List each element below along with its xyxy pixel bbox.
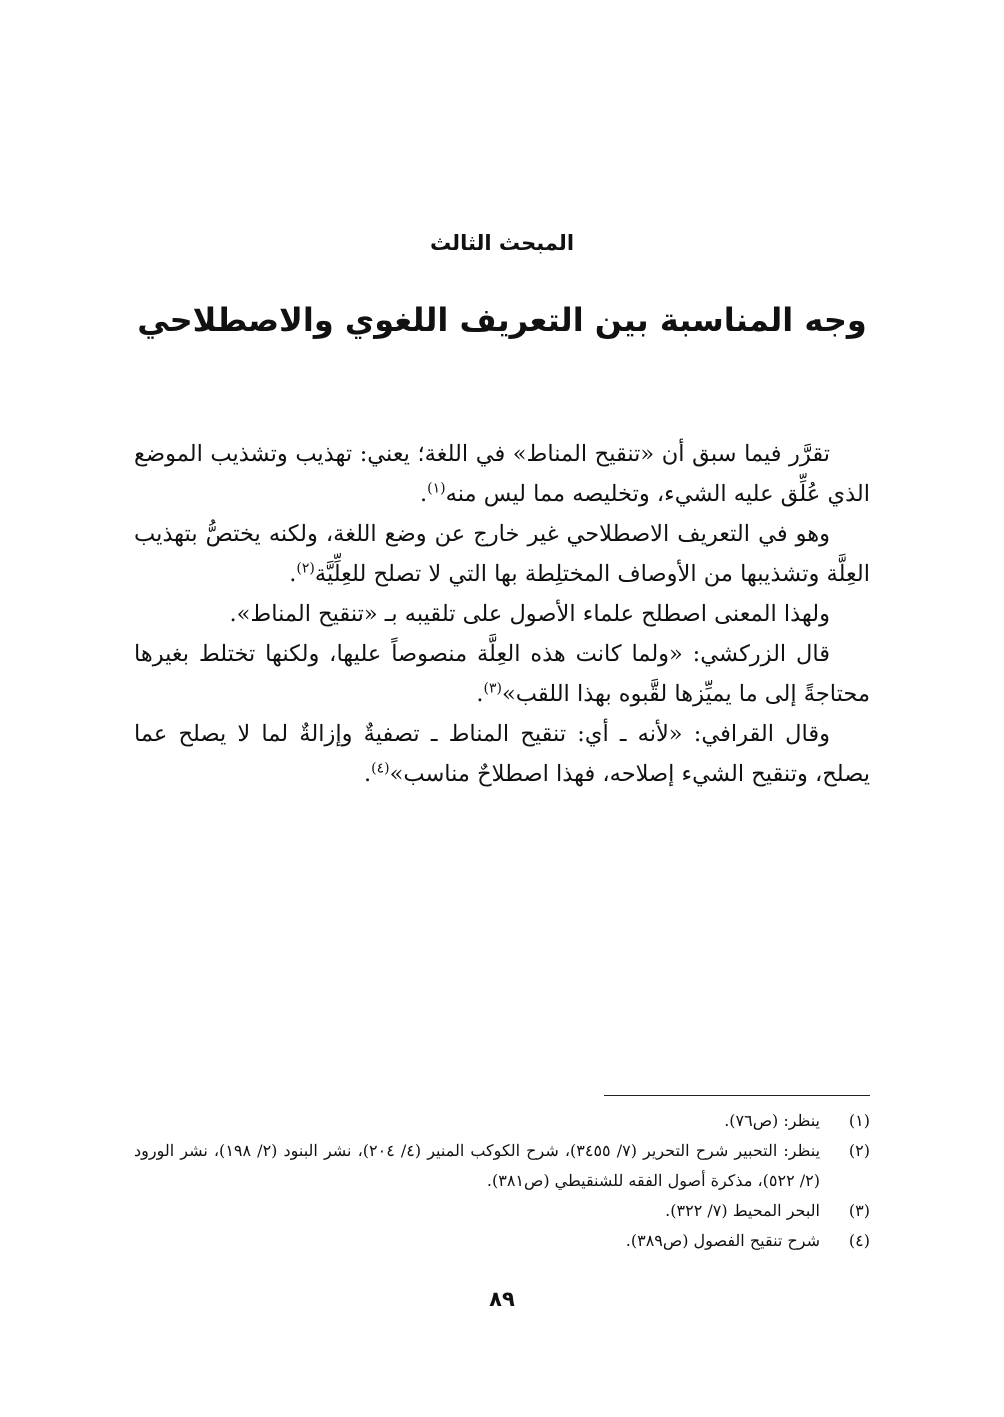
footnote-number: (١): [848, 1111, 870, 1130]
footnote-ref-2: (٢): [296, 560, 315, 577]
footnote-1: [134, 1106, 870, 1136]
paragraph-1-end: .: [420, 481, 428, 507]
footnote-divider: [604, 1095, 870, 1096]
paragraph-1: [134, 434, 870, 514]
footnote-number: (٤): [848, 1231, 870, 1250]
footnote-ref-3: (٣): [483, 680, 502, 697]
paragraph-2-end: .: [289, 561, 297, 587]
body-text: [134, 434, 870, 794]
footnote-text: البحر المحيط (٧/ ٣٢٢).: [665, 1201, 820, 1220]
footnote-ref-1: (١): [427, 480, 446, 497]
footnote-text: ينظر: (ص٧٦).: [724, 1111, 820, 1130]
paragraph-1-text: تقرَّر فيما سبق أن «تنقيح المناط» في اللغة؛ يعني: تهذيب وتشذيب الموضع الذي عُلِّق عليه الشيء، وتخليصه مما ليس منه: [134, 441, 870, 507]
footnotes: [134, 1106, 870, 1256]
paragraph-5: [134, 714, 870, 794]
section-label: المبحث الثالث: [429, 231, 575, 255]
paragraph-4-end: .: [476, 681, 484, 707]
footnote-text: شرح تنقيح الفصول (ص٣٨٩).: [625, 1231, 820, 1250]
footnote-4: [134, 1226, 870, 1256]
paragraph-4: [134, 634, 870, 714]
paragraph-5-end: .: [363, 761, 372, 787]
paragraph-5-text: وقال القرافي: «لأنه ـ أي: تنقيح المناط ـ تصفيةٌ وإزالةٌ لما لا يصلح عما يصلح، وتنقيح الشيء إصلاحه، فهذا اصطلاحٌ مناسب»: [134, 721, 870, 787]
footnote-ref-4: (٤): [371, 760, 390, 777]
footnote-number: (٢): [848, 1141, 870, 1160]
paragraph-2-text: وهو في التعريف الاصطلاحي غير خارج عن وضع اللغة، ولكنه يختصُّ بتهذيب العِلَّة وتشذيبها من الأوصاف المختلِطة بها التي لا تصلح للعِلِّيَّة: [134, 521, 870, 587]
paragraph-4-text: قال الزركشي: «ولما كانت هذه العِلَّة منصوصاً عليها، ولكنها تختلط بغيرها محتاجةً إلى ما يميِّزها لقَّبوه بهذا اللقب»: [134, 641, 870, 707]
footnote-text: ينظر: التحبير شرح التحرير (٧/ ٣٤٥٥)، شرح الكوكب المنير (٤/ ٢٠٤)، نشر البنود (٢/ ١٩٨)، نشر الورود (٢/ ٥٢٢)، مذكرة أصول الفقه للشنقيطي (ص٣٨١).: [134, 1141, 821, 1190]
paragraph-3-text: ولهذا المعنى اصطلح علماء الأصول على تلقيبه بـ «تنقيح المناط».: [229, 601, 830, 627]
footnote-number: (٣): [848, 1201, 870, 1220]
section-title: وجه المناسبة بين التعريف اللغوي والاصطلاحي: [137, 301, 867, 339]
paragraph-3: [134, 594, 870, 634]
footnote-3: [134, 1196, 870, 1226]
paragraph-2: [134, 514, 870, 594]
page-number: ٨٩: [489, 1287, 515, 1311]
footnote-2: [134, 1136, 870, 1196]
